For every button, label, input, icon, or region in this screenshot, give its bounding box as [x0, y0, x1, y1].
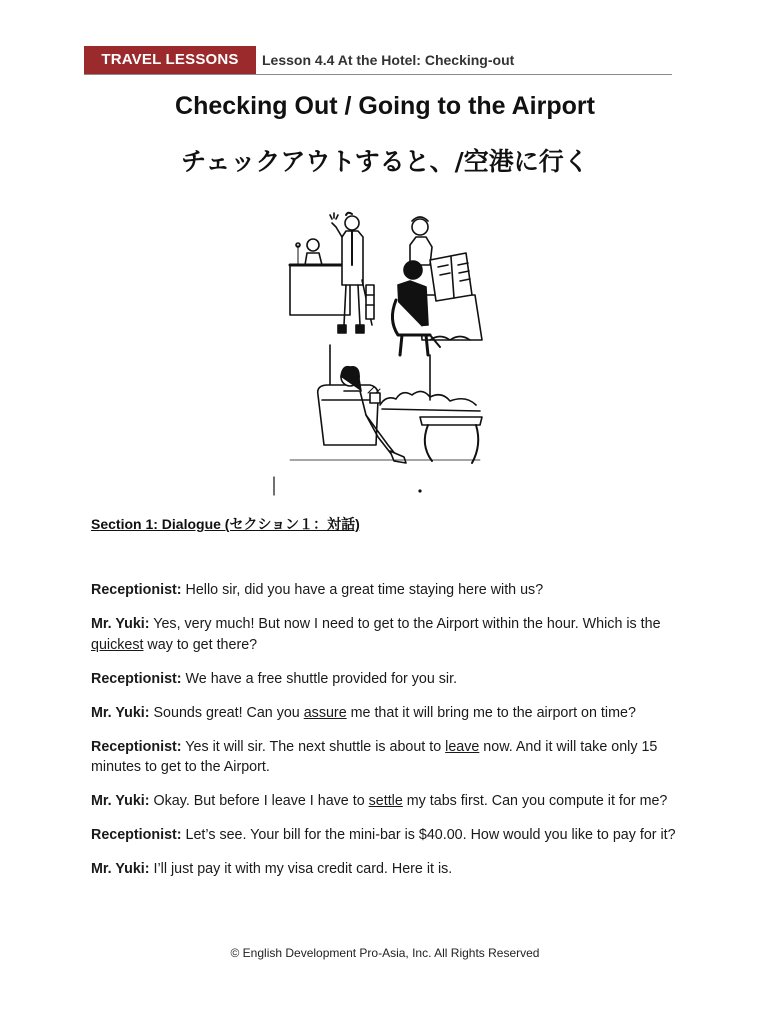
dialogue-text: me that it will bring me to the airport on time?	[346, 704, 636, 721]
dialogue-text: Okay. But before I leave I have to	[149, 793, 369, 809]
hotel-checkout-illustration	[270, 205, 500, 500]
page-header	[84, 46, 672, 75]
copyright-footer: © English Development Pro-Asia, Inc. All Rights Reserved	[230, 946, 540, 960]
page-title: Checking Out / Going to the Airport	[175, 92, 595, 120]
vocabulary-word: settle	[368, 793, 403, 809]
dialogue-text: We have a free shuttle provided for you sir.	[181, 670, 458, 687]
dialogue-text: Hello sir, did you have a great time staying here with us?	[181, 582, 544, 598]
dialogue-text: my tabs first. Can you compute it for me?	[402, 793, 668, 809]
vocabulary-word: quickest	[91, 636, 144, 653]
dialogue-line	[91, 614, 681, 655]
speaker-label: Mr. Yuki:	[91, 861, 150, 877]
dialogue-line	[91, 737, 681, 778]
speaker-label: Mr. Yuki:	[91, 704, 150, 721]
speaker-label: Mr. Yuki:	[91, 793, 150, 809]
dialogue-line	[91, 825, 681, 846]
dialogue-text: now. And it will take only 15 minutes to get to the Airport.	[91, 738, 658, 775]
speaker-label: Receptionist:	[91, 670, 182, 687]
dialogue-line	[91, 791, 681, 812]
lesson-title: Lesson 4.4 At the Hotel: Checking-out	[262, 52, 515, 68]
dialogue-line	[91, 580, 681, 601]
dialogue-text: Sounds great! Can you	[149, 704, 304, 721]
dialogue-text: Yes it will sir. The next shuttle is about to	[181, 738, 446, 755]
dialogue-text: Let’s see. Your bill for the mini-bar is $40.00. How would you like to pay for it?	[181, 827, 676, 843]
speaker-label: Receptionist:	[91, 582, 182, 598]
dialogue	[91, 580, 681, 893]
section-heading: Section 1: Dialogue (セクション１：対話)	[91, 516, 360, 532]
speaker-label: Receptionist:	[91, 827, 182, 843]
speaker-label: Receptionist:	[91, 738, 182, 755]
dialogue-text: Yes, very much! But now I need to get to the Airport within the hour. Which is the	[149, 616, 661, 632]
dialogue-text: I’ll just pay it with my visa credit card. Here it is.	[149, 861, 453, 877]
dialogue-text: way to get there?	[143, 636, 258, 653]
speaker-label: Mr. Yuki:	[91, 616, 150, 632]
dialogue-line	[91, 859, 681, 880]
vocabulary-word: assure	[303, 704, 347, 721]
page-title-japanese: チェックアウトすると、/空港に行く	[181, 147, 589, 176]
travel-lessons-badge: TRAVEL LESSONS	[84, 46, 256, 74]
dialogue-line	[91, 669, 681, 690]
vocabulary-word: leave	[445, 738, 480, 755]
dialogue-line	[91, 703, 681, 724]
